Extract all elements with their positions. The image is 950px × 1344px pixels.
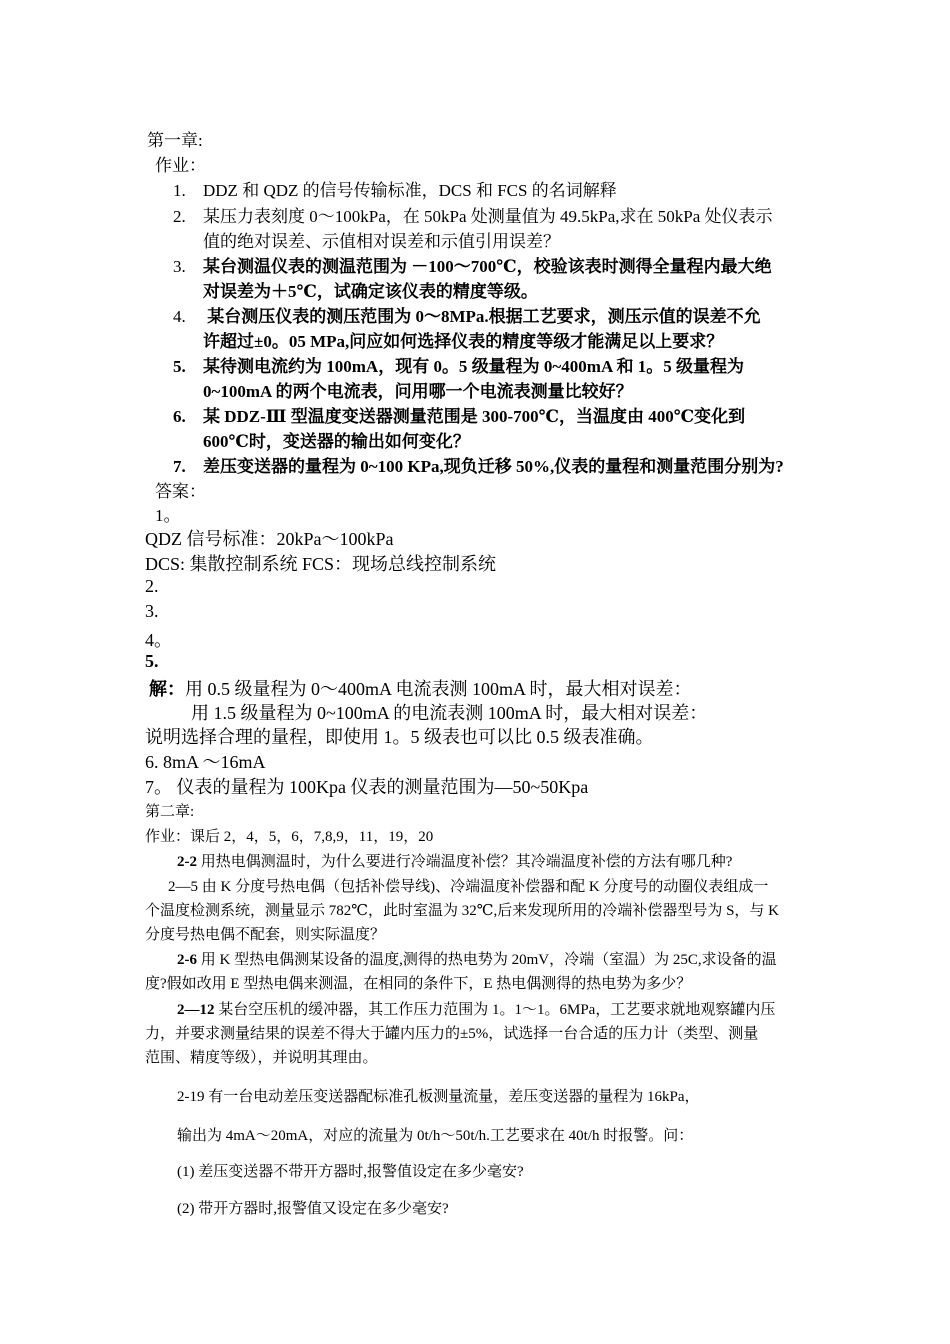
question-3 xyxy=(173,252,772,277)
question-number: 6. xyxy=(173,407,186,426)
question-number: 5. xyxy=(173,357,186,376)
question-text: 某台测压仪表的测压范围为 0～8MPa.根据工艺要求，测压示值的误差不允 xyxy=(203,307,761,326)
question-number: 4. xyxy=(173,307,186,326)
question-number: 1. xyxy=(173,181,186,200)
question-number: 2—12 xyxy=(177,1002,215,1018)
answer-3: 3. xyxy=(145,601,159,621)
question-4 xyxy=(173,302,761,327)
solution-label: 解： xyxy=(149,679,185,699)
question-text: 差压变送器的量程为 0~100 KPa,现负迁移 50%,仪表的量程和测量范围分别为? xyxy=(203,457,784,476)
answer-6: 6. 8mA ～16mA xyxy=(145,752,266,772)
answer-5-solution-1 xyxy=(149,675,692,701)
question-text: 某待测电流约为 100mA，现有 0。5 级量程为 0~400mA 和 1。5 级量程为 xyxy=(203,357,745,376)
question-text: 用 K 型热电偶测某设备的温度,测得的热电势为 20mV，冷端（室温）为 25C,求设备的温 xyxy=(197,952,777,968)
question-2-19-cont: 输出为 4mA～20mA，对应的流量为 0t/h～50t/h.工艺要求在 40t/h 时报警。问： xyxy=(177,1128,694,1144)
question-1 xyxy=(173,176,617,201)
question-2-cont: 值的绝对误差、示值相对误差和示值引用误差？ xyxy=(203,232,560,251)
question-2-19-part2: (2) 带开方器时,报警值又设定在多少毫安? xyxy=(177,1201,449,1217)
question-2-6-cont: 度?假如改用 E 型热电偶来测温，在相同的条件下，E 热电偶测得的热电势为多少？ xyxy=(145,976,692,992)
question-2-2 xyxy=(177,850,732,871)
question-number: 2. xyxy=(173,207,186,226)
answer-1: 1。 xyxy=(155,506,181,525)
question-6-cont: 600℃时，变送器的输出如何变化？ xyxy=(203,432,470,451)
question-text: 某台测温仪表的测温范围为 －100～700℃，校验该表时测得全量程内最大绝 xyxy=(203,257,772,276)
answer-5-solution-2: 用 1.5 级量程为 0~100mA 的电流表测 100mA 时，最大相对误差： xyxy=(191,703,708,723)
question-2 xyxy=(173,202,773,227)
answer-2: 2. xyxy=(145,576,159,596)
question-2-12 xyxy=(177,998,775,1019)
question-2-5: 2—5 由 K 分度号热电偶（包括补偿导线)、冷端温度补偿器和配 K 分度号的动圈仪表组成一 xyxy=(168,879,769,895)
question-text: 用热电偶测温时，为什么要进行冷端温度补偿？其冷端温度补偿的方法有哪几种? xyxy=(197,854,733,870)
homework-label: 作业： xyxy=(155,156,206,175)
question-text: 某压力表刻度 0～100kPa，在 50kPa 处测量值为 49.5kPa,求在 50kPa 处仪表示 xyxy=(203,207,773,226)
question-7 xyxy=(173,452,784,477)
question-2-5-cont: 个温度检测系统，测量显示 782℃，此时室温为 32℃,后来发现所用的冷端补偿器型号为 S，与 K xyxy=(145,903,779,919)
answer-qdz: QDZ 信号标准：20kPa～100kPa xyxy=(145,529,394,549)
answer-7: 7。 仪表的量程为 100Kpa 仪表的测量范围为—50~50Kpa xyxy=(145,777,589,797)
question-5-cont: 0~100mA 的两个电流表，问用哪一个电流表测量比较好？ xyxy=(203,382,633,401)
question-text: 某 DDZ-Ⅲ 型温度变送器测量范围是 300-700℃，当温度由 400℃变化到 xyxy=(203,407,746,426)
question-number: 3. xyxy=(173,257,186,276)
answer-5-solution-3: 说明选择合理的量程，即使用 1。5 级表也可以比 0.5 级表准确。 xyxy=(145,727,654,747)
answer-dcs-fcs: DCS: 集散控制系统 FCS：现场总线控制系统 xyxy=(145,554,497,574)
question-2-12-cont: 范围、精度等级），并说明其理由。 xyxy=(145,1050,378,1066)
answer-4: 4。 xyxy=(145,630,172,650)
question-text: 某台空压机的缓冲器，其工作压力范围为 1。1～1。6MPa，工艺要求就地观察罐内压 xyxy=(214,1002,776,1018)
question-text: DDZ 和 QDZ 的信号传输标准，DCS 和 FCS 的名词解释 xyxy=(203,181,617,200)
question-number: 7. xyxy=(173,457,186,476)
question-5 xyxy=(173,352,744,377)
chapter2-homework: 作业：课后 2，4，5，6，7,8,9，11，19，20 xyxy=(145,829,434,845)
question-6 xyxy=(173,402,745,427)
question-2-19: 2-19 有一台电动差压变送器配标准孔板测量流量，差压变送器的量程为 16kPa， xyxy=(177,1089,700,1105)
solution-text: 用 0.5 级量程为 0～400mA 电流表测 100mA 时，最大相对误差： xyxy=(185,679,692,699)
question-2-5-cont: 分度号热电偶不配套，则实际温度？ xyxy=(145,927,386,943)
question-2-19-part1: (1) 差压变送器不带开方器时,报警值设定在多少毫安? xyxy=(177,1164,524,1180)
answer-5: 5. xyxy=(145,651,159,671)
question-number: 2-2 xyxy=(177,854,197,870)
question-4-cont: 许超过±0。05 MPa,问应如何选择仪表的精度等级才能满足以上要求？ xyxy=(203,332,724,351)
chapter2-title: 第二章: xyxy=(145,804,195,820)
chapter1-title: 第一章: xyxy=(147,131,203,150)
question-2-12-cont: 力，并要求测量结果的误差不得大于罐内压力的±5%，试选择一台合适的压力计（类型、测量 xyxy=(145,1026,759,1042)
question-number: 2-6 xyxy=(177,952,197,968)
answers-label: 答案： xyxy=(155,482,206,501)
question-3-cont: 对误差为＋5℃，试确定该仪表的精度等级。 xyxy=(203,282,538,301)
question-2-6 xyxy=(177,948,777,969)
